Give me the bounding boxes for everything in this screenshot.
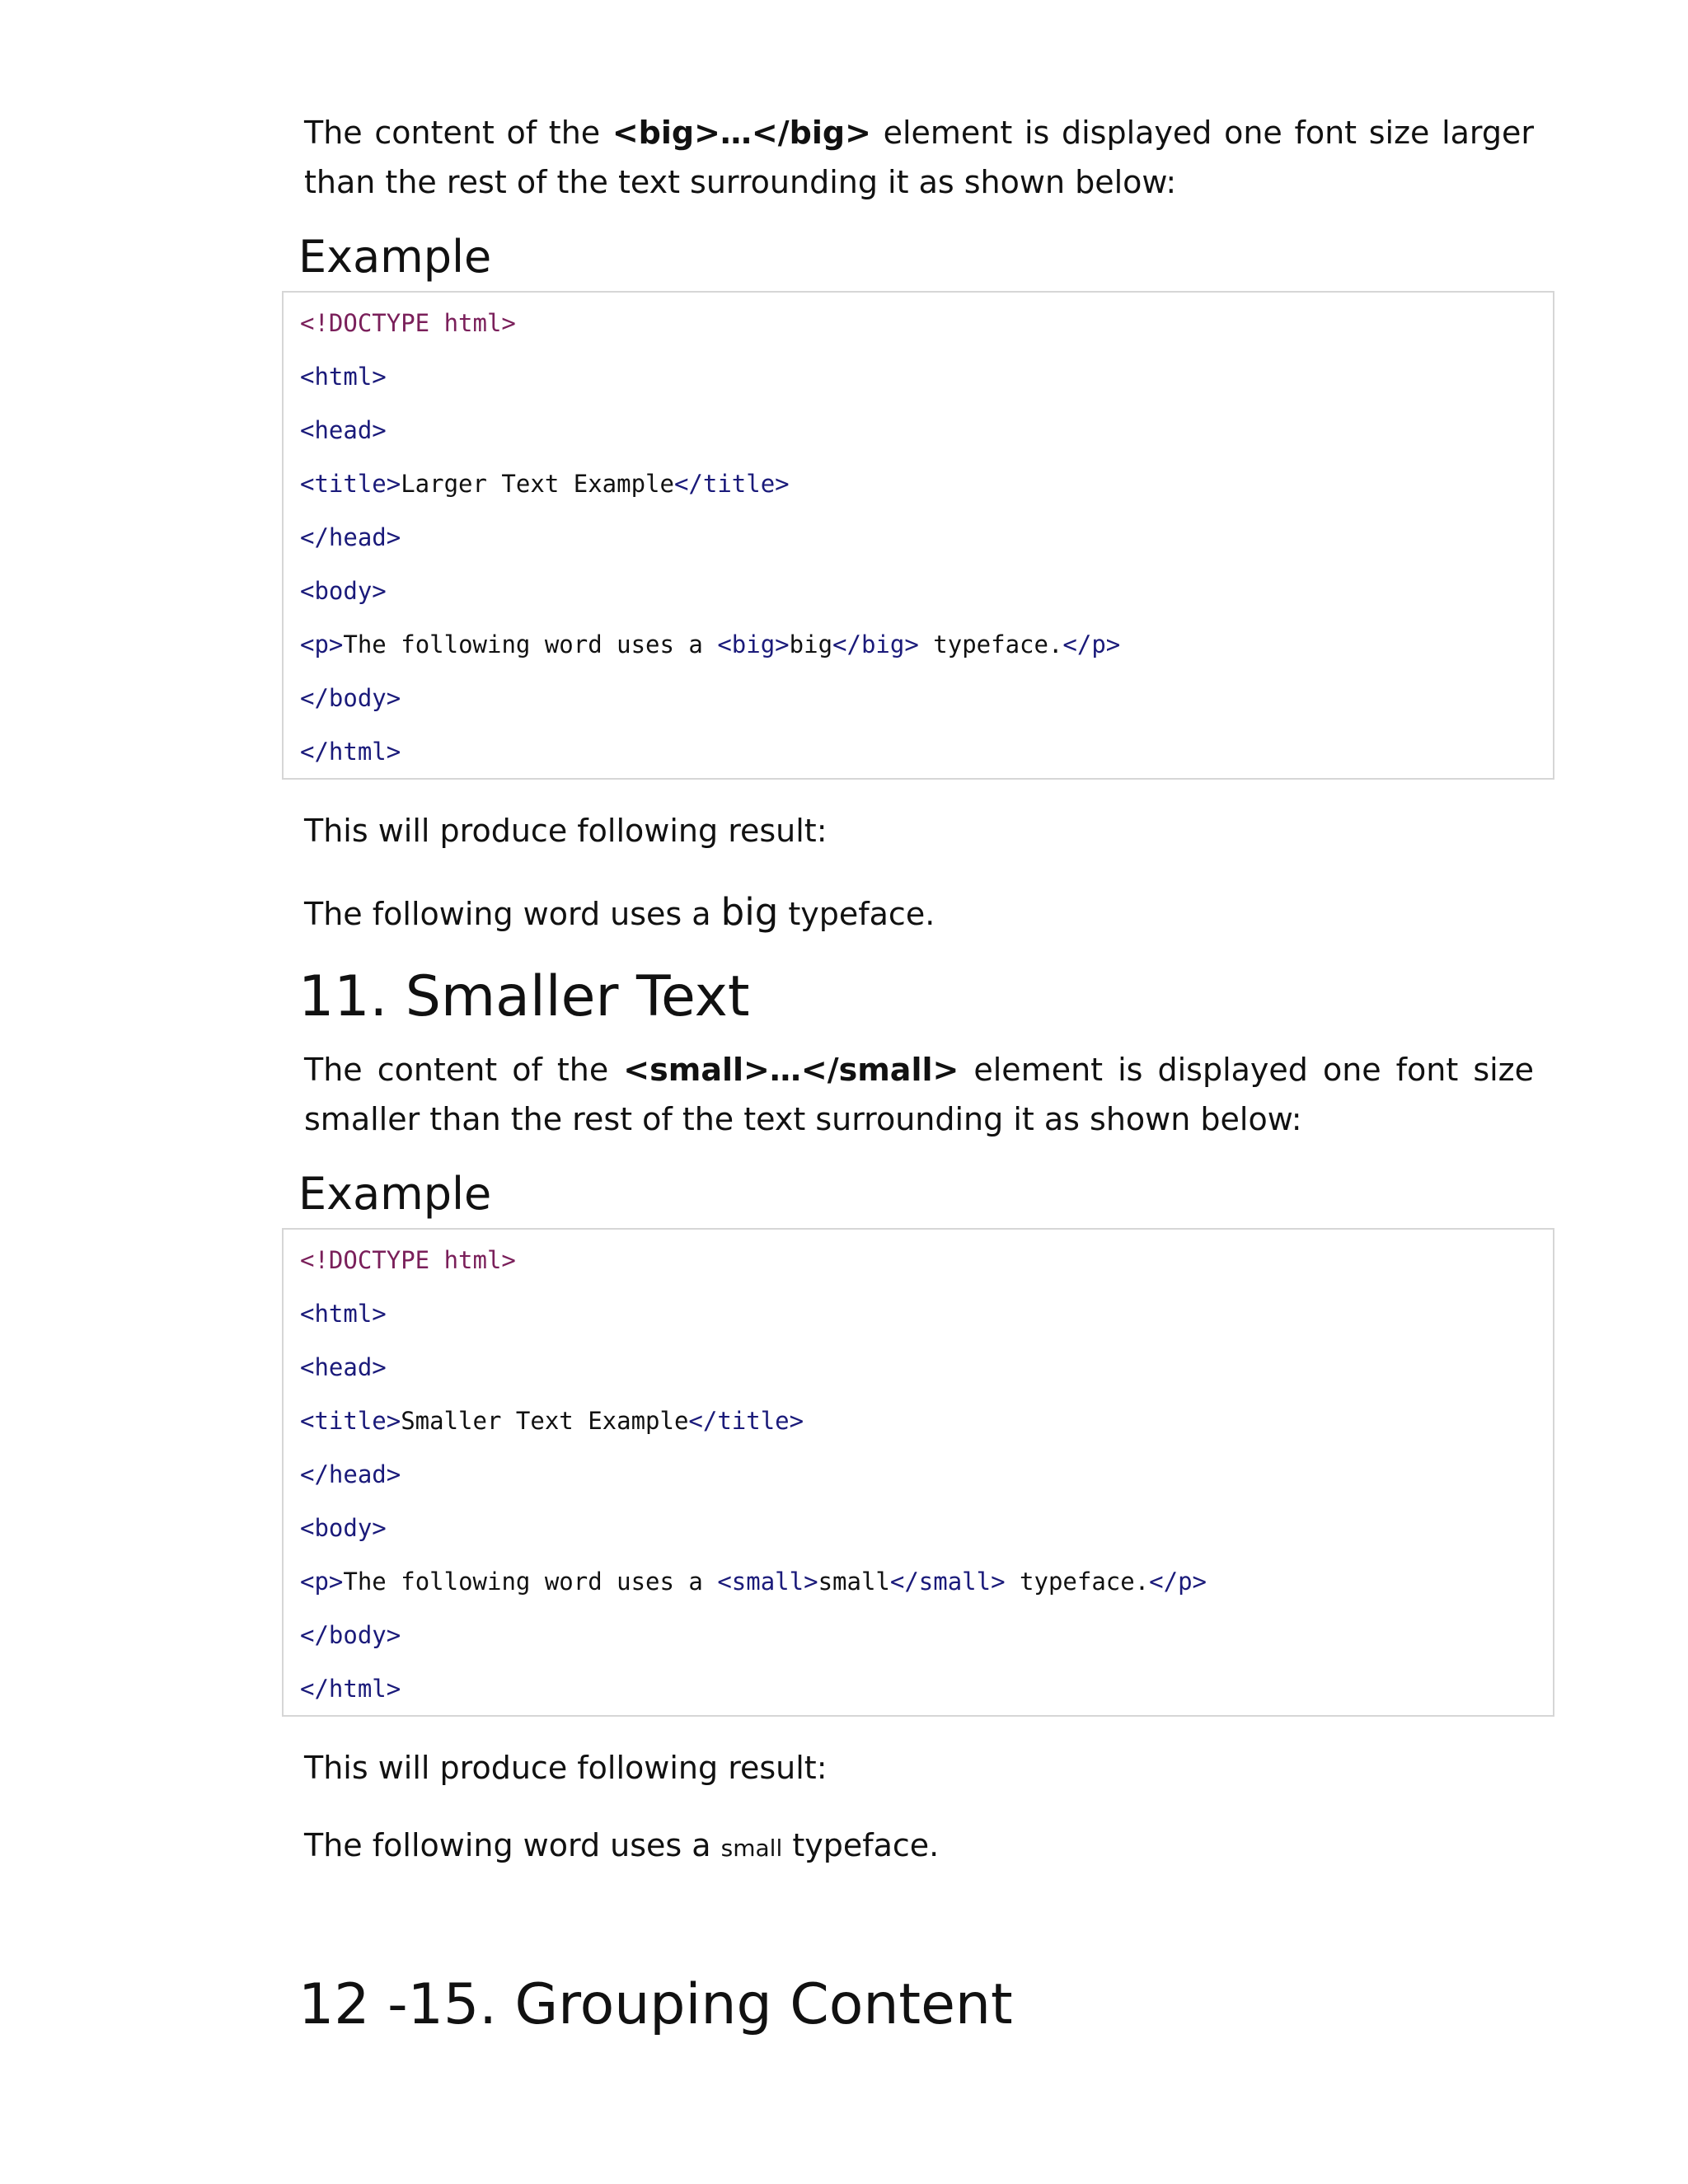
code-tag: </body> (300, 1621, 401, 1649)
code-text: typeface. (918, 630, 1063, 658)
code-line (300, 738, 401, 766)
code-tag: </small> (889, 1568, 1006, 1596)
intro-text: element is displayed one font size smaller than the rest of the text surrounding it as shown below: (304, 1052, 1535, 1137)
big-tag-inline-code: <big>…</big> (612, 115, 871, 151)
example-heading: Example (298, 231, 492, 283)
code-tag: <title> (300, 1407, 401, 1435)
code-tag: </head> (300, 523, 401, 551)
intro-text: The content of the (304, 115, 612, 151)
small-word: small (720, 1835, 783, 1862)
small-result-output (304, 1827, 939, 1863)
code-tag: <p> (300, 630, 344, 658)
code-tag: <body> (300, 1514, 387, 1542)
code-text: big (789, 630, 833, 658)
code-tag: </html> (300, 738, 401, 766)
code-tag: </title> (688, 1407, 804, 1435)
code-line (300, 523, 401, 551)
code-line (300, 1246, 516, 1274)
code-tag: </html> (300, 1675, 401, 1703)
code-line (300, 1407, 804, 1435)
code-text: The following word uses a (343, 1568, 718, 1596)
code-line (300, 630, 1120, 658)
code-tag: </p> (1149, 1568, 1207, 1596)
code-doctype: <!DOCTYPE html> (300, 1246, 516, 1274)
code-text: Larger Text Example (401, 470, 674, 498)
intro-text: The content of the (304, 1052, 624, 1088)
code-text: small (818, 1568, 890, 1596)
code-line (300, 577, 387, 605)
code-tag: <p> (300, 1568, 344, 1596)
code-tag: <small> (717, 1568, 818, 1596)
code-line (300, 309, 516, 337)
result-label: This will produce following result: (304, 813, 828, 849)
code-line (300, 416, 387, 444)
code-line (300, 1300, 387, 1328)
big-result-output (304, 890, 935, 934)
code-line (300, 1568, 1207, 1596)
code-tag: </big> (832, 630, 919, 658)
code-tag: </head> (300, 1460, 401, 1488)
small-tag-inline-code: <small>…</small> (623, 1052, 959, 1088)
result-text: typeface. (782, 1827, 940, 1863)
code-tag: <head> (300, 1353, 387, 1381)
code-tag: <head> (300, 416, 387, 444)
code-line (300, 1460, 401, 1488)
code-line (300, 470, 790, 498)
code-tag: <html> (300, 363, 387, 391)
code-line (300, 1621, 401, 1649)
code-line (300, 1514, 387, 1542)
code-line (300, 1675, 401, 1703)
big-intro-paragraph (304, 108, 1534, 207)
result-label: This will produce following result: (304, 1750, 828, 1786)
code-example-box (282, 291, 1554, 780)
code-tag: </body> (300, 684, 401, 712)
code-text: The following word uses a (343, 630, 718, 658)
section-heading-smaller-text: 11. Smaller Text (298, 964, 750, 1029)
result-text: The following word uses a (304, 896, 721, 932)
example-heading: Example (298, 1168, 492, 1220)
code-text: Smaller Text Example (401, 1407, 689, 1435)
code-example-box (282, 1228, 1554, 1717)
code-line (300, 363, 387, 391)
result-text: typeface. (778, 896, 935, 932)
code-line (300, 1353, 387, 1381)
code-tag: <html> (300, 1300, 387, 1328)
code-tag: <title> (300, 470, 401, 498)
big-word: big (720, 890, 779, 934)
section-heading-grouping-content: 12 -15. Grouping Content (298, 1972, 1013, 2037)
result-text: The following word uses a (304, 1827, 721, 1863)
code-tag: <big> (717, 630, 790, 658)
code-doctype: <!DOCTYPE html> (300, 309, 516, 337)
code-tag: </p> (1062, 630, 1121, 658)
small-intro-paragraph (304, 1045, 1534, 1144)
code-text: typeface. (1005, 1568, 1150, 1596)
code-tag: <body> (300, 577, 387, 605)
intro-text: element is displayed one font size larger than the rest of the text surrounding it as shown below: (304, 115, 1534, 200)
code-tag: </title> (673, 470, 790, 498)
code-line (300, 684, 401, 712)
